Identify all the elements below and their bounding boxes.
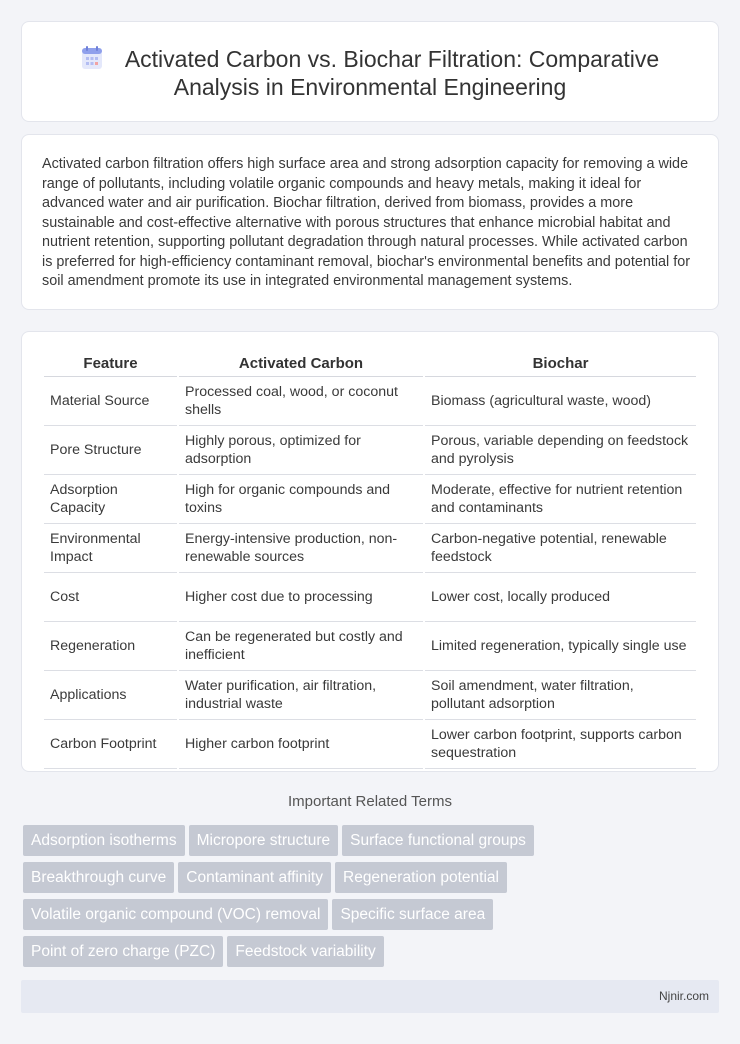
- feature-cell: Regeneration: [44, 622, 177, 671]
- related-term-tag[interactable]: Feedstock variability: [227, 936, 383, 967]
- related-term-tag[interactable]: Point of zero charge (PZC): [23, 936, 223, 967]
- feature-cell: Environmental Impact: [44, 524, 177, 573]
- related-term-tag[interactable]: Adsorption isotherms: [23, 825, 185, 856]
- biochar-cell: Biomass (agricultural waste, wood): [425, 377, 696, 426]
- table-row: [44, 524, 696, 573]
- related-term-tag[interactable]: Micropore structure: [189, 825, 339, 856]
- activated-carbon-cell: Water purification, air filtration, industrial waste: [179, 671, 423, 720]
- table-header-row: [44, 351, 696, 377]
- title-block: [22, 45, 718, 101]
- biochar-cell: Porous, variable depending on feedstock and pyrolysis: [425, 426, 696, 475]
- page-title: [22, 45, 718, 101]
- table-row: [44, 622, 696, 671]
- activated-carbon-cell: Energy-intensive production, non-renewable sources: [179, 524, 423, 573]
- title-line-1: Activated Carbon vs. Biochar Filtration: Comparative: [124, 46, 660, 72]
- biochar-cell: Carbon-negative potential, renewable feedstock: [425, 524, 696, 573]
- feature-cell: Pore Structure: [44, 426, 177, 475]
- feature-cell: Applications: [44, 671, 177, 720]
- activated-carbon-cell: High for organic compounds and toxins: [179, 475, 423, 524]
- related-terms-heading: Important Related Terms: [288, 793, 452, 810]
- related-term-tag[interactable]: Contaminant affinity: [178, 862, 331, 893]
- table-row: [44, 573, 696, 622]
- activated-carbon-cell: Highly porous, optimized for adsorption: [179, 426, 423, 475]
- comparison-table-card: [21, 331, 719, 772]
- activated-carbon-cell: Processed coal, wood, or coconut shells: [179, 377, 423, 426]
- related-term-tag[interactable]: Volatile organic compound (VOC) removal: [23, 899, 328, 930]
- intro-paragraph: Activated carbon filtration offers high surface area and strong adsorption capacity for removing a wide range of pollutants, including volatile organic compounds and heavy metals, making it ideal for advanced water and air purification. Biochar filtration, derived from biomass, provides a more sustainable and cost-effective alternative with porous structures that enhance microbial habitat and nutrient retention, supporting pollutant degradation through natural processes. While activated carbon is preferred for high-efficiency contaminant removal, biochar's environmental benefits and potential for soil amendment promote its use in integrated environmental management systems.: [42, 156, 691, 289]
- related-term-tag[interactable]: Specific surface area: [332, 899, 493, 930]
- biochar-cell: Lower cost, locally produced: [425, 573, 696, 622]
- header-activated-carbon: Activated Carbon: [179, 351, 423, 377]
- title-line-2: Analysis in Environmental Engineering: [173, 74, 567, 100]
- biochar-cell: Moderate, effective for nutrient retention and contaminants: [425, 475, 696, 524]
- related-terms-list: [23, 825, 723, 973]
- activated-carbon-cell: Higher carbon footprint: [179, 720, 423, 769]
- table-row: [44, 671, 696, 720]
- table-row: [44, 426, 696, 475]
- related-term-tag[interactable]: Regeneration potential: [335, 862, 507, 893]
- header-feature: Feature: [44, 351, 177, 377]
- feature-cell: Adsorption Capacity: [44, 475, 177, 524]
- feature-cell: Material Source: [44, 377, 177, 426]
- comparison-table: [42, 351, 698, 769]
- related-term-tag[interactable]: Surface functional groups: [342, 825, 534, 856]
- table-row: [44, 475, 696, 524]
- table-row: [44, 720, 696, 769]
- activated-carbon-cell: Can be regenerated but costly and inefficient: [179, 622, 423, 671]
- feature-cell: Carbon Footprint: [44, 720, 177, 769]
- biochar-cell: Lower carbon footprint, supports carbon sequestration: [425, 720, 696, 769]
- footer-site-name[interactable]: Njnir.com: [658, 989, 709, 1003]
- biochar-cell: Limited regeneration, typically single use: [425, 622, 696, 671]
- activated-carbon-cell: Higher cost due to processing: [179, 573, 423, 622]
- related-term-tag[interactable]: Breakthrough curve: [23, 862, 174, 893]
- intro-card: [21, 134, 719, 310]
- footer-bar: [21, 980, 719, 1013]
- feature-cell: Cost: [44, 573, 177, 622]
- biochar-cell: Soil amendment, water filtration, pollutant adsorption: [425, 671, 696, 720]
- document-icon: [81, 46, 103, 70]
- table-row: [44, 377, 696, 426]
- title-card: [21, 21, 719, 122]
- header-biochar: Biochar: [425, 351, 696, 377]
